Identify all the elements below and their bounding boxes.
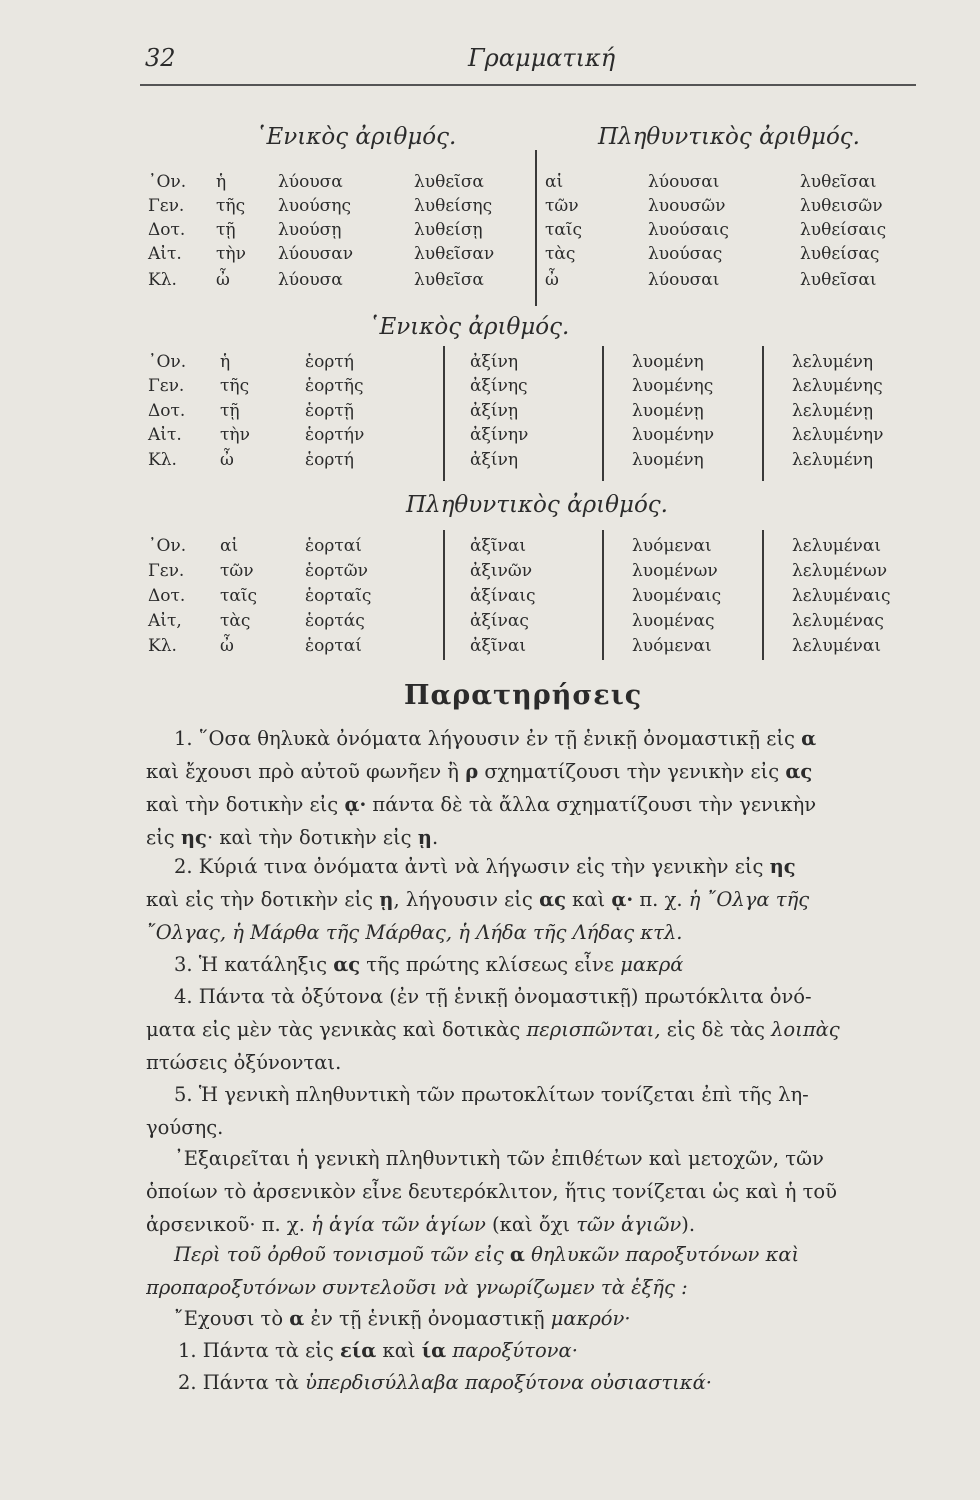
table2-singular-cell: ᾿Ον. [148,352,187,372]
table2-singular-cell: ἀξίνῃ [470,401,519,421]
table2-plural-cell: ἀξίναις [470,586,536,606]
table2-singular-cell: ἑορτή [305,450,354,470]
table1-cell: ὦ [216,270,230,290]
table2-plural-cell: λυομέναις [632,586,722,606]
table1-cell: λυθείσας [800,244,880,264]
table2-plural-cell: λυομένας [632,611,715,631]
rule-item-2: 2. Πάντα τὰ ὑπερδισύλλαβα παροξύτονα οὐσιαστικά· [178,1371,712,1394]
observation-2: 2. Κύριά τινα ὀνόματα ἀντὶ νὰ λήγωσιν εἰς τὴν γενικὴν εἰς ης καὶ εἰς τὴν δοτικὴν εἰς ῃ, λήγουσιν εἰς ας καὶ ᾳ· π. χ. ἡ ῎Ολγα τῆς ῎Ολγας, ἡ Μάρθα τῆς Μάρθας, ἡ Λήδα τῆς Λήδας κτλ. [146,855,810,944]
table1-cell: λυούσαις [648,220,729,240]
table2-plural-cell: ἀξῖναι [470,536,526,556]
table1-cell: τῶν [545,196,579,216]
observation-1: 1. ῞Οσα θηλυκὰ ὀνόματα λήγουσιν ἐν τῇ ἑνικῇ ὀνομαστικῇ εἰς α καὶ ἔχουσι πρὸ αὐτοῦ φωνῆεν ἢ ρ σχηματίζουσι τὴν γενικὴν εἰς ας καὶ τὴν δοτικὴν εἰς ᾳ· πάντα δὲ τὰ ἄλλα σχηματίζουσι τὴν γενικὴν εἰς ης· καὶ τὴν δοτικὴν εἰς ῃ. [146,727,817,849]
table2-singular-cell: λυομένη [632,352,704,372]
table1-cell: τῇ [216,220,236,240]
table2-plural-title: Πληθυντικὸς ἀριθμός. [406,492,668,518]
table1-divider [535,150,537,306]
table2-singular-cell: ἡ [220,352,231,372]
table2-divider-6 [762,530,764,660]
observation-long-alpha: ῎Εχουσι τὸ α ἐν τῇ ἑνικῇ ὀνομαστικῇ μακρόν· [174,1307,631,1330]
table2-singular-cell: λυομένην [632,425,715,445]
table1-cell: λυθείσαις [800,220,887,240]
table1-cell: λυθεῖσαν [414,244,495,264]
table2-singular-cell: ὦ [220,450,234,470]
table2-singular-cell: ἀξίνη [470,352,519,372]
table2-plural-cell: ᾿Ον. [148,536,187,556]
table2-singular-cell: λελυμένην [792,425,884,445]
table2-singular-cell: Γεν. [148,376,185,396]
table2-plural-cell: ἑορταῖς [305,586,372,606]
table1-cell: λυθεῖσα [414,172,484,192]
table2-singular-cell: λελυμένης [792,376,883,396]
table1-cell: ἡ [216,172,227,192]
table2-singular-cell: τῆς [220,376,250,396]
table2-plural-cell: τῶν [220,561,254,581]
table2-singular-cell: ἀξίνην [470,425,529,445]
table1-cell: λύουσαι [648,270,720,290]
table2-singular-cell: τὴν [220,425,250,445]
table2-singular-cell: τῇ [220,401,240,421]
table2-singular-cell: Αἰτ. [148,425,182,445]
table1-cell: λύουσα [278,172,343,192]
table2-singular-cell: ἑορτῇ [305,401,354,421]
running-title: Γραμματική [468,44,616,72]
table1-cell: λυούσης [278,196,351,216]
table2-plural-cell: ἑορταί [305,636,362,656]
table1-cell: ὦ [545,270,559,290]
table1-cell: ταῖς [545,220,583,240]
table2-singular-cell: ἑορτῆς [305,376,364,396]
table2-plural-cell: αἱ [220,536,239,556]
table1-cell: Δοτ. [148,220,186,240]
table1-cell: Κλ. [148,270,177,290]
table2-plural-cell: λελυμέναις [792,586,891,606]
table2-plural-cell: Αἰτ, [148,611,182,631]
table1-cell: λυθείσῃ [414,220,483,240]
table1-cell: τῆς [216,196,246,216]
table1-cell: λυθεῖσα [414,270,484,290]
table1-cell: λυθεῖσαι [800,172,877,192]
table2-plural-cell: λελυμέναι [792,536,882,556]
table2-plural-cell: ἑορτάς [305,611,365,631]
table2-plural-cell: ταῖς [220,586,258,606]
table2-plural-cell: ἀξινῶν [470,561,533,581]
table2-singular-cell: Δοτ. [148,401,186,421]
table2-singular-cell: λυομένης [632,376,714,396]
table2-singular-cell: λελυμένη [792,450,874,470]
table2-divider-2 [602,346,604,481]
observations-heading: Παρατηρήσεις [404,680,643,711]
table2-plural-cell: ἀξῖναι [470,636,526,656]
rule-item-1: 1. Πάντα τὰ εἰς εία καὶ ία παροξύτονα· [178,1339,578,1362]
table1-cell: τὴν [216,244,246,264]
table2-singular-cell: ἀξίνη [470,450,519,470]
table2-plural-cell: Δοτ. [148,586,186,606]
page-number: 32 [145,44,176,72]
table2-singular-cell: λυομένη [632,450,704,470]
table1-cell: λυθείσης [414,196,493,216]
table2-plural-cell: λυόμεναι [632,636,712,656]
table2-divider-1 [443,346,445,481]
observation-5: 5. Ἡ γενικὴ πληθυντικὴ τῶν πρωτοκλίτων τονίζεται ἐπὶ τῆς λη- γούσης. [146,1083,809,1139]
table1-cell: λυθεῖσαι [800,270,877,290]
table1-cell: τὰς [545,244,576,264]
table2-divider-5 [602,530,604,660]
table2-plural-cell: Κλ. [148,636,177,656]
table2-plural-cell: λελυμέναι [792,636,882,656]
table2-singular-cell: ἑορτήν [305,425,365,445]
observation-3: 3. Ἡ κατάληξις ας τῆς πρώτης κλίσεως εἶνε μακρά [174,953,684,976]
table2-plural-cell: λυομένων [632,561,718,581]
table2-plural-cell: λελυμένας [792,611,884,631]
table1-cell: λυούσῃ [278,220,342,240]
table2-divider-4 [443,530,445,660]
table2-plural-cell: ἀξίνας [470,611,529,631]
table1-cell: λυουσῶν [648,196,726,216]
table2-singular-cell: ἑορτή [305,352,354,372]
table2-plural-cell: Γεν. [148,561,185,581]
table1-cell: λύουσαι [648,172,720,192]
table1-cell: Αἰτ. [148,244,182,264]
table1-cell: αἱ [545,172,564,192]
table1-cell: Γεν. [148,196,185,216]
header-rule [140,84,916,86]
table2-singular-cell: λελυμένῃ [792,401,874,421]
table2-divider-3 [762,346,764,481]
table1-cell: λυθεισῶν [800,196,883,216]
table1-cell: λύουσαν [278,244,354,264]
table1-singular-title: ῾Ενικὸς ἀριθμός. [255,124,457,150]
table1-cell: ᾿Ον. [148,172,187,192]
table2-singular-cell: Κλ. [148,450,177,470]
table1-cell: λύουσα [278,270,343,290]
table1-cell: λυούσας [648,244,723,264]
table2-singular-cell: λελυμένη [792,352,874,372]
observation-accent-rule: Περὶ τοῦ ὀρθοῦ τονισμοῦ τῶν εἰς α θηλυκῶν παροξυτόνων καὶ προπαροξυτόνων συντελοῦσι νὰ γνωρίζωμεν τὰ ἑξῆς : [146,1243,800,1299]
table2-plural-cell: ἑορτῶν [305,561,368,581]
table2-plural-cell: λυόμεναι [632,536,712,556]
observation-exception: ᾿Εξαιρεῖται ἡ γενικὴ πληθυντικὴ τῶν ἐπιθέτων καὶ μετοχῶν, τῶν ὁποίων τὸ ἀρσενικὸν εἶνε δευτερόκλιτον, ἥτις τονίζεται ὡς καὶ ἡ τοῦ ἀρσενικοῦ· π. χ. ἡ ἁγία τῶν ἁγίων (καὶ ὄχι τῶν ἁγιῶν). [146,1147,838,1236]
table2-plural-cell: τὰς [220,611,251,631]
table2-plural-cell: ὦ [220,636,234,656]
observation-4: 4. Πάντα τὰ ὀξύτονα (ἐν τῇ ἑνικῇ ὀνομαστικῇ) πρωτόκλιτα ὀνό- ματα εἰς μὲν τὰς γενικὰς καὶ δοτικὰς περισπῶνται, εἰς δὲ τὰς λοιπὰς πτώσεις ὀξύνονται. [146,985,840,1074]
table2-singular-cell: λυομένῃ [632,401,704,421]
table2-singular-title: ῾Ενικὸς ἀριθμός. [368,314,570,340]
table2-plural-cell: λελυμένων [792,561,888,581]
table1-plural-title: Πληθυντικὸς ἀριθμός. [598,124,860,150]
table2-plural-cell: ἑορταί [305,536,362,556]
table2-singular-cell: ἀξίνης [470,376,528,396]
